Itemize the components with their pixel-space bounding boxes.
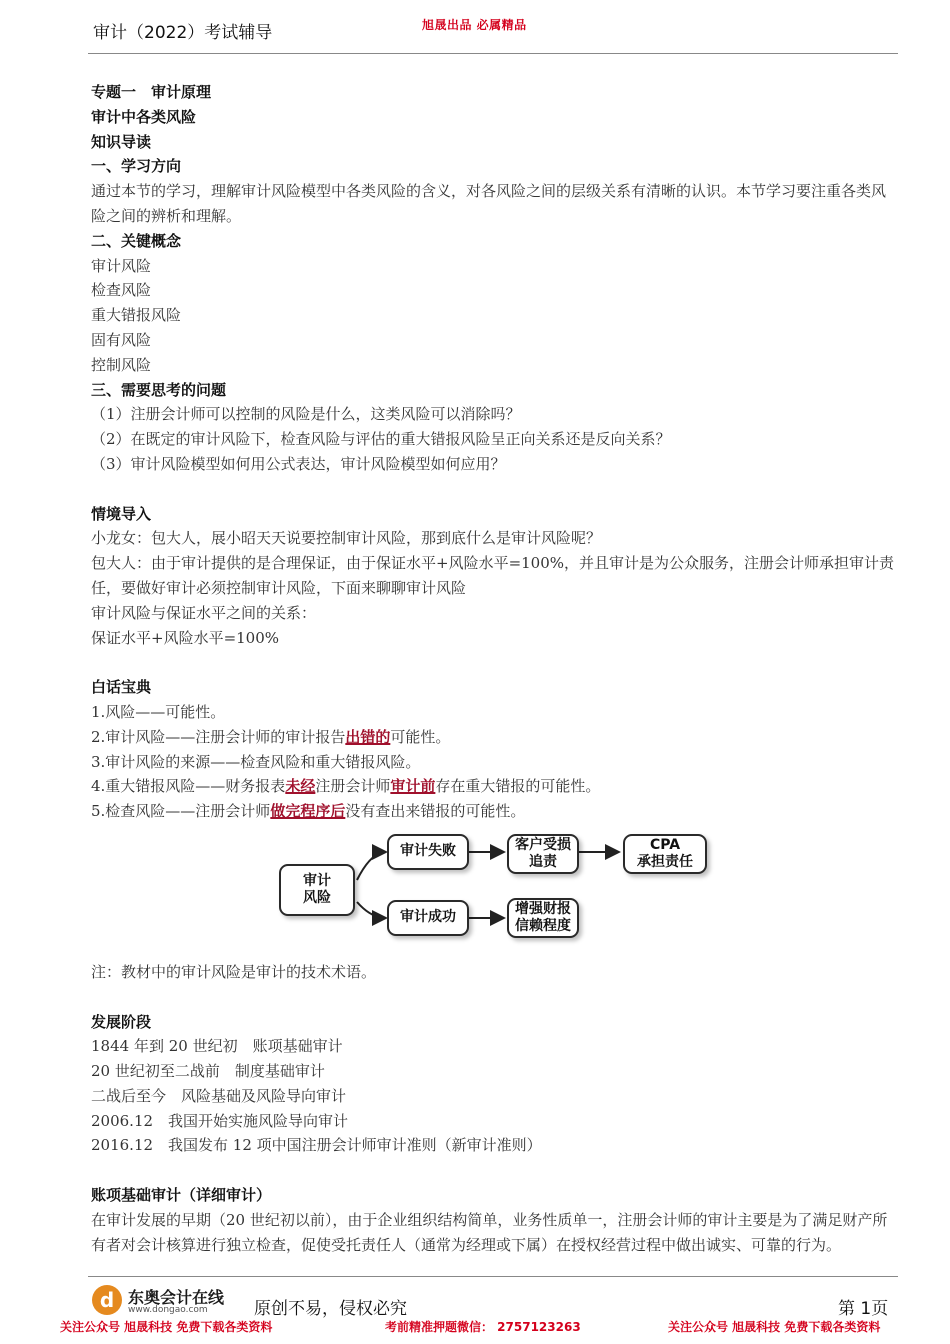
header-divider	[88, 53, 898, 54]
heading-account-audit: 账项基础审计（详细审计）	[91, 1186, 272, 1205]
highlight-not-audited: 未经	[285, 777, 316, 796]
node-increase-trust: 增强财报 信赖程度	[507, 898, 579, 938]
topic-heading: 专题一 审计原理	[91, 83, 212, 101]
node-cpa-liability: CPA 承担责任	[623, 834, 707, 874]
heading-plain-talk: 白话宝典	[91, 678, 152, 697]
concept-item: 固有风险	[91, 330, 152, 349]
development-item: 20 世纪初至二战前 制度基础审计	[91, 1062, 325, 1081]
paragraph-learning-direction: 通过本节的学习，理解审计风险模型中各类风险的含义，对各风险之间的层级关系有清晰的认识。本节学习要注重各类风险之间的辨析和理解。	[91, 182, 887, 225]
concept-item: 控制风险	[91, 355, 152, 374]
footer-promo-middle: 考前精准押题微信： 2757123263	[385, 1320, 581, 1334]
brand-tagline: 旭晟出品 必属精品	[422, 18, 527, 32]
paragraph-account-audit: 在审计发展的早期（20 世纪初以前），由于企业组织结构简单，业务性质单一，注册会计师的审计主要是为了满足财产所有者对会计核算进行独立检查，促使受托责任人（通常为经理或下属）在授权经营过程中做出诚实、可靠的行为。	[91, 1210, 888, 1254]
question-item: （2）在既定的审计风险下，检查风险与评估的重大错报风险呈正向关系还是反向关系？	[91, 430, 671, 449]
node-audit-failure: 审计失败	[387, 834, 469, 870]
heading-key-concepts: 二、关键概念	[91, 231, 182, 250]
heading-learning-direction: 一、学习方向	[91, 157, 182, 176]
development-item: 2006.12 我国开始实施风险导向审计	[91, 1111, 349, 1130]
question-item: （3）审计风险模型如何用公式表达，审计风险模型如何应用？	[91, 454, 506, 473]
guide-heading: 知识导读	[91, 132, 152, 151]
plain-line-3: 3.审计风险的来源——检查风险和重大错报风险。	[91, 752, 421, 771]
heading-scenario: 情境导入	[91, 504, 152, 523]
development-item: 1844 年到 20 世纪初 账项基础审计	[91, 1037, 343, 1056]
highlight-before-audit: 审计前	[390, 777, 436, 796]
logo-mark-icon: d	[92, 1285, 122, 1315]
plain-line-1: 1.风险——可能性。	[91, 702, 226, 721]
footer-divider	[88, 1276, 898, 1277]
development-item: 2016.12 我国发布 12 项中国注册会计师审计准则（新审计准则）	[91, 1136, 542, 1155]
highlight-error: 出错的	[345, 727, 391, 746]
node-client-loss: 客户受损 追责	[507, 834, 579, 874]
footer-slogan: 原创不易，侵权必究	[254, 1299, 407, 1319]
plain-line-5: 5.检查风险——注册会计师做完程序后没有查出来错报的可能性。	[91, 802, 526, 821]
page-number: 第 1页	[838, 1299, 889, 1319]
node-audit-success: 审计成功	[387, 900, 469, 936]
dongao-logo	[92, 1283, 242, 1321]
plain-line-4: 4.重大错报风险——财务报表未经注册会计师审计前存在重大错报的可能性。	[91, 777, 601, 796]
highlight-after-procedures: 做完程序后	[270, 802, 346, 821]
logo-name: 东奥会计在线	[128, 1288, 225, 1307]
scenario-line: 包大人：由于审计提供的是合理保证，由于保证水平+风险水平=100%，并且审计是为公众服务，注册会计师承担审计责任，要做好审计必须控制审计风险，下面来聊聊审计风险	[91, 554, 895, 597]
audit-risk-diagram	[279, 832, 739, 950]
development-item: 二战后至今 风险基础及风险导向审计	[91, 1086, 347, 1105]
heading-questions: 三、需要思考的问题	[91, 380, 227, 399]
heading-development: 发展阶段	[91, 1012, 152, 1031]
scenario-line: 小龙女：包大人，展小昭天天说要控制审计风险，那到底什么是审计风险呢？	[91, 529, 602, 548]
plain-line-2: 2.审计风险——注册会计师的审计报告出错的可能性。	[91, 727, 451, 746]
scenario-line: 保证水平+风险水平=100%	[91, 628, 280, 647]
section-heading: 审计中各类风险	[91, 107, 197, 126]
concept-item: 重大错报风险	[91, 306, 182, 325]
note-line: 注：教材中的审计风险是审计的技术术语。	[91, 962, 377, 981]
concept-item: 审计风险	[91, 256, 152, 275]
concept-item: 检查风险	[91, 281, 152, 300]
footer-promo-right: 关注公众号 旭晟科技 免费下载各类资料	[668, 1320, 881, 1334]
footer-promo-left: 关注公众号 旭晟科技 免费下载各类资料	[60, 1320, 273, 1334]
node-audit-risk: 审计 风险	[279, 864, 355, 916]
page-content	[91, 80, 897, 1257]
question-item: （1）注册会计师可以控制的风险是什么，这类风险可以消除吗？	[91, 405, 521, 424]
doc-title: 审计（2022）考试辅导	[93, 23, 273, 43]
scenario-line: 审计风险与保证水平之间的关系：	[91, 603, 317, 622]
logo-url: www.dongao.com	[128, 1305, 208, 1315]
